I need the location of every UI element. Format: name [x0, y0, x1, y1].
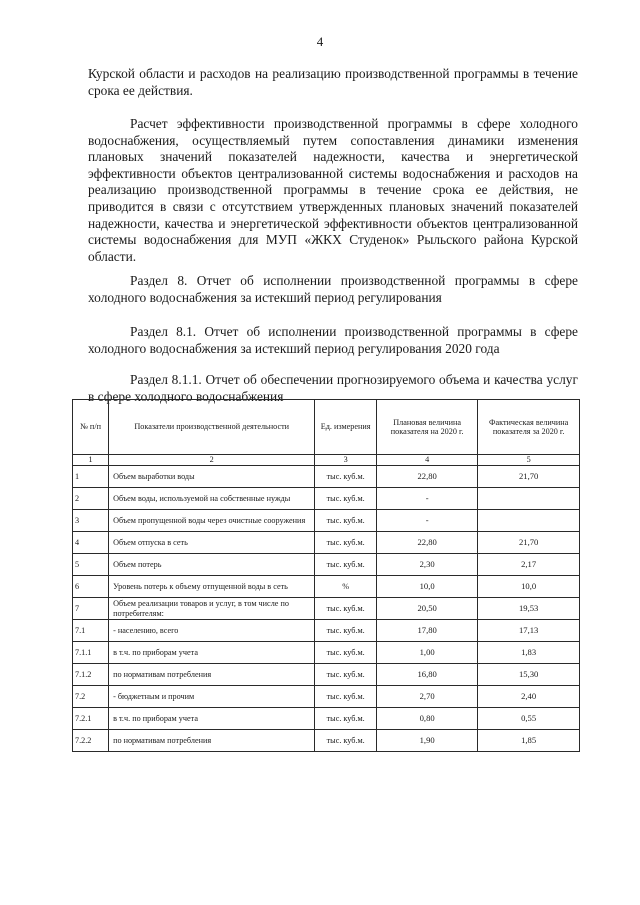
row-plan-value: - — [377, 488, 478, 510]
row-indicator: Объем воды, используемой на собственные нужды — [109, 488, 315, 510]
row-indicator: в т.ч. по приборам учета — [109, 642, 315, 664]
row-plan-value: 2,30 — [377, 554, 478, 576]
row-indicator: Объем отпуска в сеть — [109, 532, 315, 554]
row-number: 7 — [73, 598, 109, 620]
row-unit: тыс. куб.м. — [315, 708, 377, 730]
row-unit: тыс. куб.м. — [315, 686, 377, 708]
row-plan-value: 10,0 — [377, 576, 478, 598]
column-index: 3 — [315, 455, 377, 466]
row-indicator: по нормативам потребления — [109, 730, 315, 752]
header-indicator: Показатели производственной деятельности — [109, 400, 315, 455]
performance-report-table — [72, 399, 580, 752]
table-row — [73, 466, 580, 488]
row-plan-value: - — [377, 510, 478, 532]
table-row — [73, 576, 580, 598]
column-index: 5 — [478, 455, 580, 466]
row-actual-value: 0,55 — [478, 708, 580, 730]
section-8-1-heading: Раздел 8.1. Отчет об исполнении производственной программы в сфере холодного водоснабжения за истекший период регулирования 2020 года — [88, 324, 578, 356]
row-number: 3 — [73, 510, 109, 532]
table-row — [73, 532, 580, 554]
table-row — [73, 708, 580, 730]
row-unit: тыс. куб.м. — [315, 466, 377, 488]
row-plan-value: 16,80 — [377, 664, 478, 686]
header-plan-value: Плановая величина показателя на 2020 г. — [377, 400, 478, 455]
row-unit: тыс. куб.м. — [315, 664, 377, 686]
row-indicator: - бюджетным и прочим — [109, 686, 315, 708]
row-plan-value: 22,80 — [377, 466, 478, 488]
table-body — [73, 466, 580, 752]
row-unit: тыс. куб.м. — [315, 730, 377, 752]
row-actual-value: 10,0 — [478, 576, 580, 598]
section-8-1-1-heading: Раздел 8.1.1. Отчет об обеспечении прогнозируемого объема и качества услуг в сфере холодного водоснабжения — [88, 372, 578, 404]
row-actual-value: 17,13 — [478, 620, 580, 642]
row-unit: тыс. куб.м. — [315, 642, 377, 664]
row-indicator: Объем выработки воды — [109, 466, 315, 488]
row-number: 4 — [73, 532, 109, 554]
header-actual-value: Фактическая величина показателя за 2020 г. — [478, 400, 580, 455]
section-8-heading: Раздел 8. Отчет об исполнении производственной программы в сфере холодного водоснабжения за истекший период регулирования — [88, 273, 578, 305]
row-unit: тыс. куб.м. — [315, 620, 377, 642]
row-plan-value: 1,00 — [377, 642, 478, 664]
row-indicator: - населению, всего — [109, 620, 315, 642]
table-header-row — [73, 400, 580, 455]
row-number: 7.1.2 — [73, 664, 109, 686]
row-indicator: Объем реализации товаров и услуг, в том числе по потребителям: — [109, 598, 315, 620]
row-number: 7.2.1 — [73, 708, 109, 730]
row-actual-value — [478, 488, 580, 510]
row-plan-value: 2,70 — [377, 686, 478, 708]
table-row — [73, 488, 580, 510]
row-actual-value: 2,17 — [478, 554, 580, 576]
header-unit: Ед. измерения — [315, 400, 377, 455]
row-number: 1 — [73, 466, 109, 488]
header-number: № п/п — [73, 400, 109, 455]
row-plan-value: 1,90 — [377, 730, 478, 752]
paragraph-continuation: Курской области и расходов на реализацию производственной программы в течение срока ее действия. — [88, 66, 578, 98]
paragraph-efficiency-calculation: Расчет эффективности производственной программы в сфере холодного водоснабжения, осуществляемый путем сопоставления динамики изменения плановых значений показателей надежности, качества и энергетической эффективности объектов централизованной системы водоснабжения и расходов на реализацию производственной программы в течение срока ее действия, не приводится в связи с отсутствием утвержденных плановых значений показателей надежности, качества и энергетической эффективности объектов централизованной системы водоснабжения для МУП «ЖКХ Студенок» Рыльского района Курской области. — [88, 116, 578, 264]
column-index: 1 — [73, 455, 109, 466]
row-unit: тыс. куб.м. — [315, 510, 377, 532]
row-unit: тыс. куб.м. — [315, 532, 377, 554]
row-unit: тыс. куб.м. — [315, 488, 377, 510]
row-actual-value — [478, 510, 580, 532]
row-actual-value: 1,85 — [478, 730, 580, 752]
row-actual-value: 2,40 — [478, 686, 580, 708]
row-unit: % — [315, 576, 377, 598]
row-plan-value: 17,80 — [377, 620, 478, 642]
table-row — [73, 620, 580, 642]
row-indicator: Уровень потерь к объему отпущенной воды в сеть — [109, 576, 315, 598]
table-row — [73, 664, 580, 686]
row-actual-value: 21,70 — [478, 466, 580, 488]
row-indicator: в т.ч. по приборам учета — [109, 708, 315, 730]
row-number: 7.2.2 — [73, 730, 109, 752]
row-number: 7.2 — [73, 686, 109, 708]
page-number: 4 — [316, 34, 324, 49]
table-row — [73, 642, 580, 664]
column-index: 2 — [109, 455, 315, 466]
row-actual-value: 19,53 — [478, 598, 580, 620]
table-row — [73, 554, 580, 576]
row-indicator: по нормативам потребления — [109, 664, 315, 686]
row-number: 7.1.1 — [73, 642, 109, 664]
row-unit: тыс. куб.м. — [315, 598, 377, 620]
table-row — [73, 730, 580, 752]
row-number: 7.1 — [73, 620, 109, 642]
row-number: 6 — [73, 576, 109, 598]
table-row — [73, 510, 580, 532]
row-indicator: Объем потерь — [109, 554, 315, 576]
row-number: 5 — [73, 554, 109, 576]
table-row — [73, 598, 580, 620]
column-index: 4 — [377, 455, 478, 466]
row-actual-value: 1,83 — [478, 642, 580, 664]
row-number: 2 — [73, 488, 109, 510]
column-index-row — [73, 455, 580, 466]
row-actual-value: 15,30 — [478, 664, 580, 686]
row-indicator: Объем пропущенной воды через очистные сооружения — [109, 510, 315, 532]
row-plan-value: 20,50 — [377, 598, 478, 620]
row-unit: тыс. куб.м. — [315, 554, 377, 576]
row-plan-value: 22,80 — [377, 532, 478, 554]
row-plan-value: 0,80 — [377, 708, 478, 730]
row-actual-value: 21,70 — [478, 532, 580, 554]
table-row — [73, 686, 580, 708]
